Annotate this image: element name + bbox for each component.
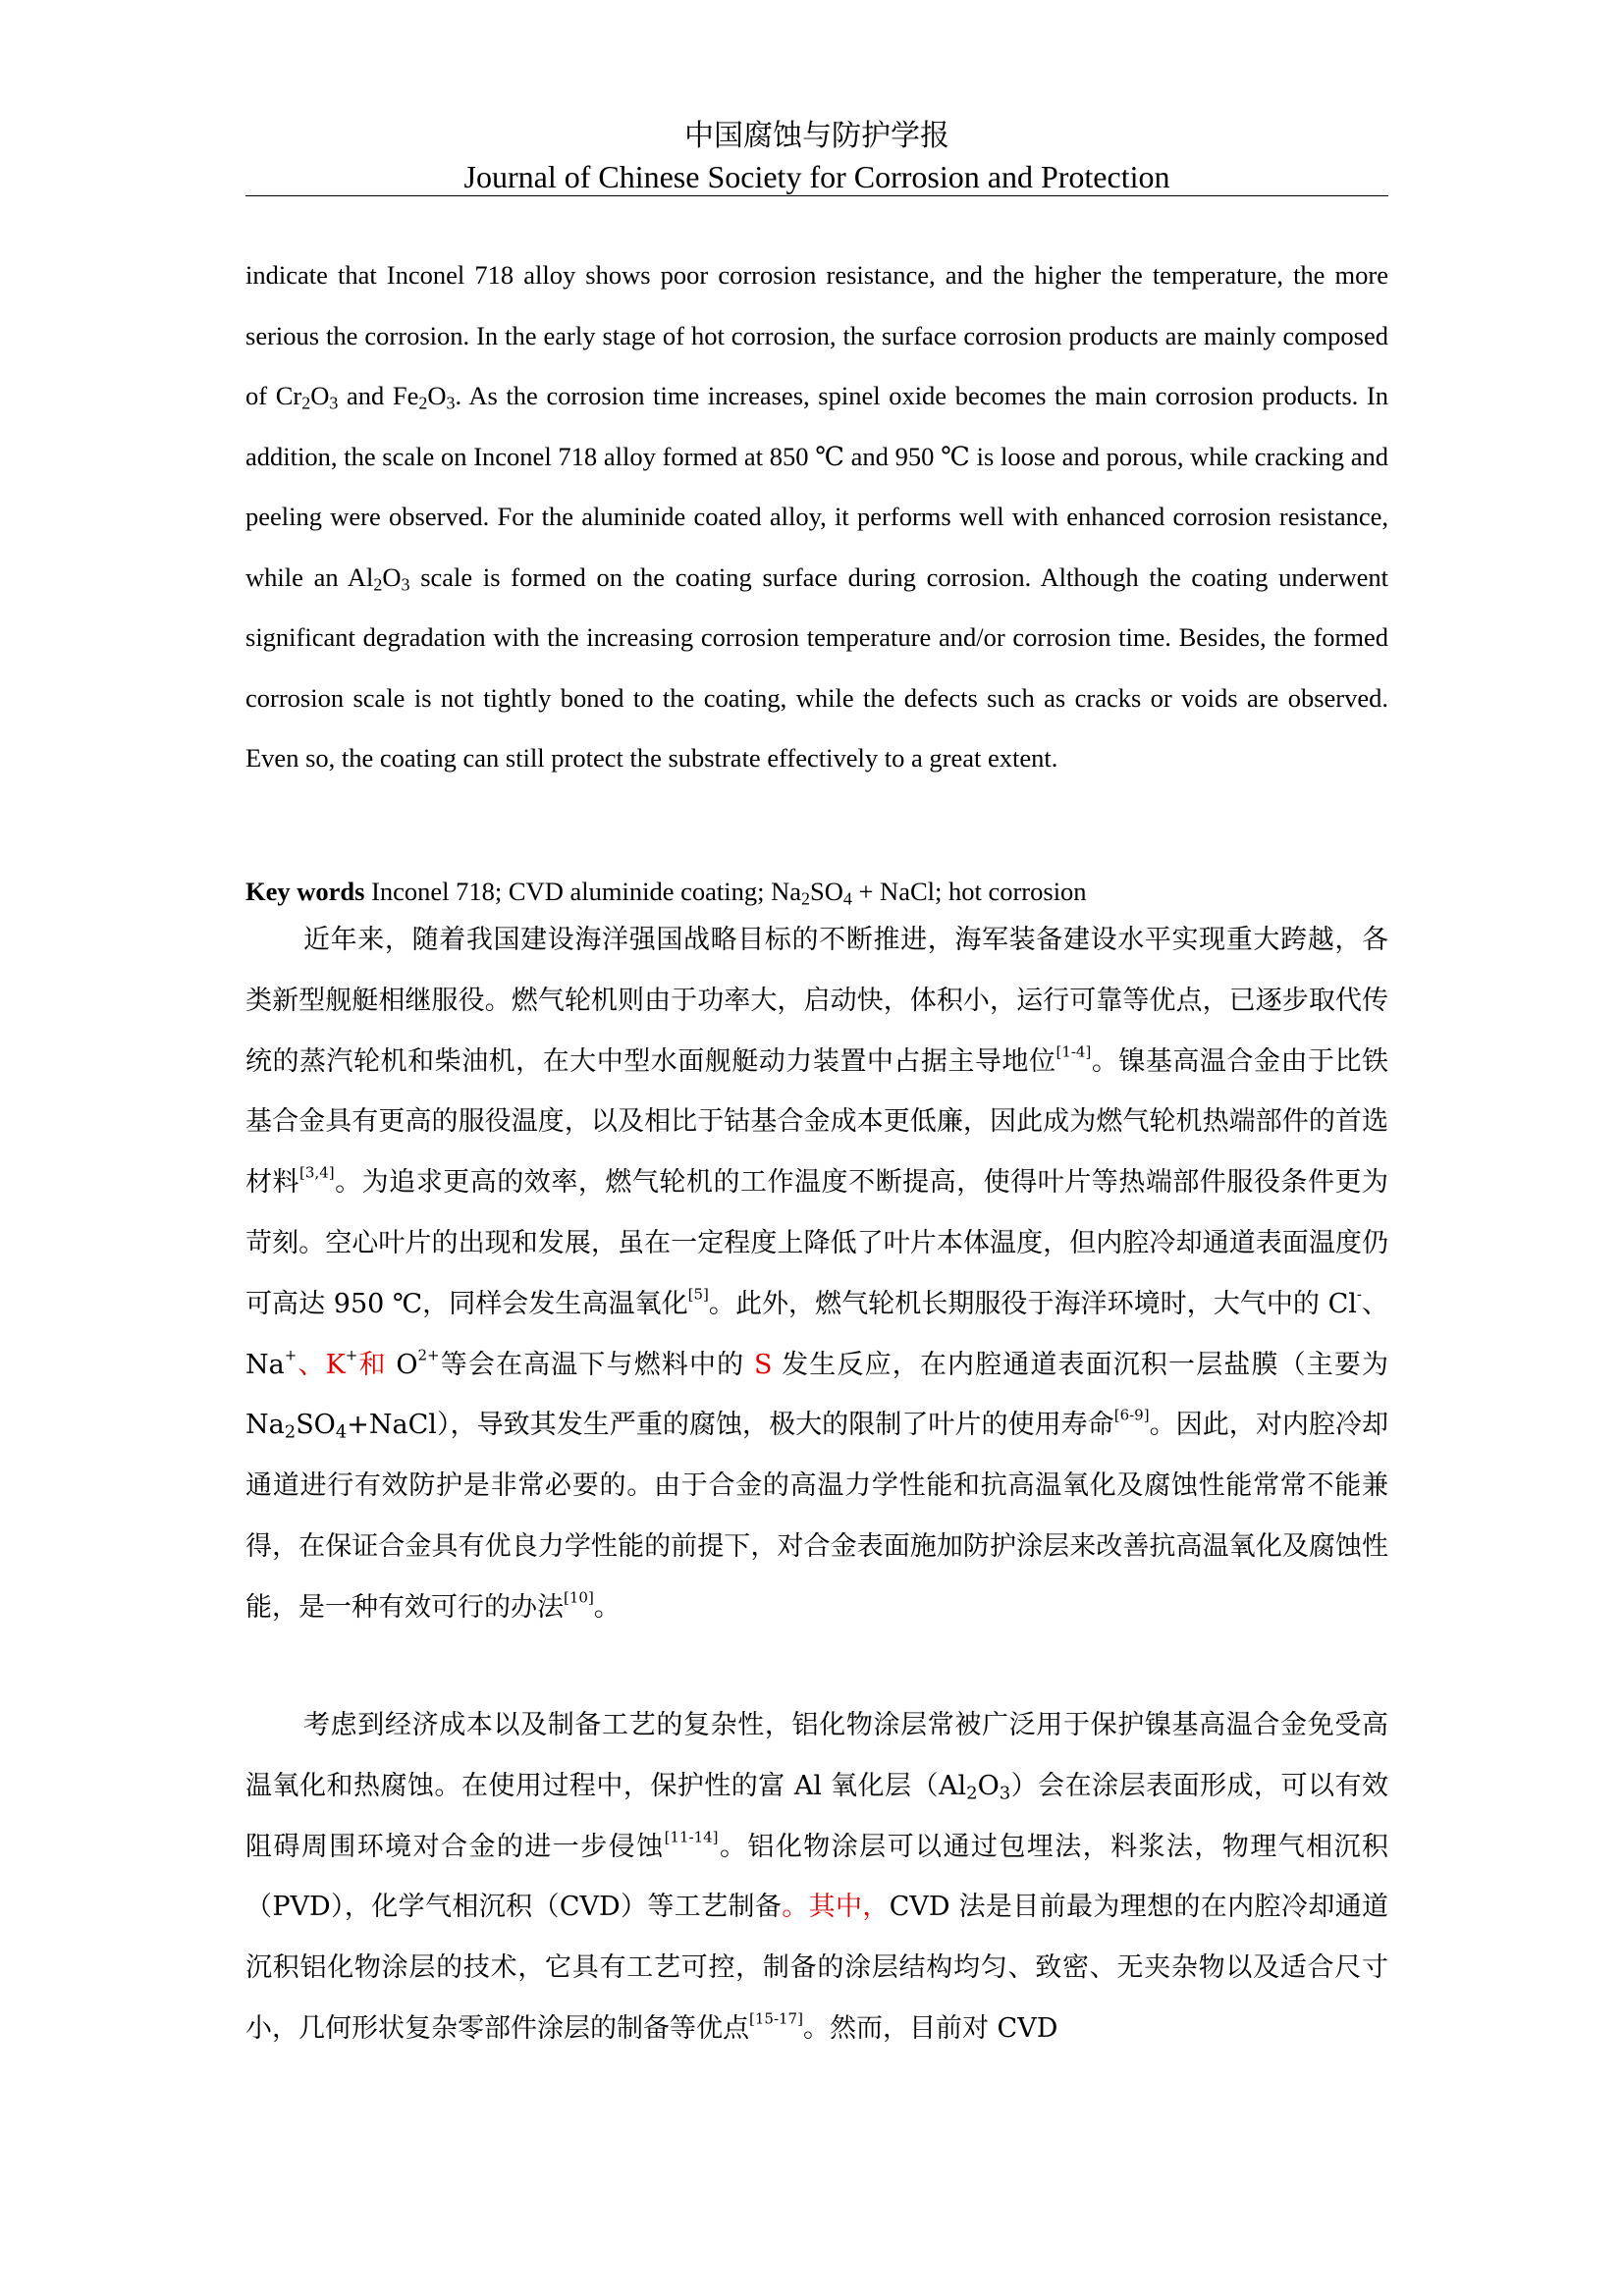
intro-paragraph-1: 近年来，随着我国建设海洋强国战略目标的不断推进，海军装备建设水平实现重大跨越，各类新型舰艇相继服役。燃气轮机则由于功率大，启动快，体积小，运行可靠等优点，已逐步取代传统的蒸汽轮机和柴油机，在大中型水面舰艇动力装置中占据主导地位[1-4]。镍基高温合金由于比铁基合金具有更高的服役温度，以及相比于钴基合金成本更低廉，因此成为燃气轮机热端部件的首选材料[3,4]。为追求更高的效率，燃气轮机的工作温度不断提高，使得叶片等热端部件服役条件更为苛刻。空心叶片的出现和发展，虽在一定程度上降低了叶片本体温度，但内腔冷却通道表面温度仍可高达 950 ℃，同样会发生高温氧化[5]。此外，燃气轮机长期服役于海洋环境时，大气中的 Cl-、Na+、K+和 $O^{2+}$等会在高温下与燃料中的 S 发生反应，在内腔通道表面沉积一层盐膜（主要为 $Na_2SO_4+NaCl$），导致其发生严重的腐蚀，极大的限制了叶片的使用寿命[6-9]。因此，对内腔冷却通道进行有效防护是非常必要的。由于合金的高温力学性能和抗高温氧化及腐蚀性能常常不能兼得，在保证合金具有优良力学性能的前提下，对合金表面施加防护涂层来改善抗高温氧化及腐蚀性能，是一种有效可行的办法[10]。 <box>245 925 1389 1623</box>
keywords: Key words Inconel 718; CVD aluminide coating; $Na_2SO_4$ + NaCl; hot corrosion <box>245 877 1087 909</box>
citation: [5] <box>687 1285 709 1304</box>
citation: [11-14] <box>664 1828 719 1846</box>
citation: [1-4] <box>1056 1042 1092 1061</box>
keywords-label: Key words <box>245 877 365 906</box>
citation: [3,4] <box>299 1163 335 1182</box>
citation: [6-9] <box>1113 1406 1150 1424</box>
header-divider <box>245 195 1388 196</box>
citation: [10] <box>564 1588 594 1607</box>
citation: [15-17] <box>749 2009 803 2028</box>
journal-title-en: Journal of Chinese Society for Corrosion and Protection <box>463 159 1170 194</box>
intro-paragraph-2: 考虑到经济成本以及制备工艺的复杂性，铝化物涂层常被广泛用于保护镍基高温合金免受高温氧化和热腐蚀。在使用过程中，保护性的富 Al 氧化层$(Al_2O_3)$会在涂层表面形成，可以有效阻碍周围环境对合金的进一步侵蚀[11-14]。铝化物涂层可以通过包埋法，料浆法，物理气相沉积（PVD），化学气相沉积（CVD）等工艺制备。其中，CVD 法是目前最为理想的在内腔冷却通道沉积铝化物涂层的技术，它具有工艺可控，制备的涂层结构均匀、致密、无夹杂物以及适合尺寸小，几何形状复杂零部件涂层的制备等优点[15-17]。然而，目前对 CVD <box>245 1710 1389 2044</box>
abstract-text: indicate that Inconel 718 alloy shows poor corrosion resistance, and the higher the temperature, the more serious the corrosion. In the early stage of hot corrosion, the surface corrosion products are mainly composed of $Cr_2O_3$ and $Fe_2O_3$. As the corrosion time increases, spinel oxide becomes the main corrosion products. In addition, the scale on Inconel 718 alloy formed at 850 ℃ and 950 ℃ is loose and porous, while cracking and peeling were observed. For the aluminide coated alloy, it performs well with enhanced corrosion resistance, while an $Al_2O_3$ scale is formed on the coating surface during corrosion. Although the coating underwent significant degradation with the increasing corrosion temperature and/or corrosion time. Besides, the formed corrosion scale is not tightly boned to the coating, while the defects such as cracks or voids are observed. Even so, the coating can still protect the substrate effectively to a great extent. <box>245 260 1389 773</box>
journal-title-zh: 中国腐蚀与防护学报 <box>684 119 949 153</box>
journal-header <box>245 116 1388 196</box>
